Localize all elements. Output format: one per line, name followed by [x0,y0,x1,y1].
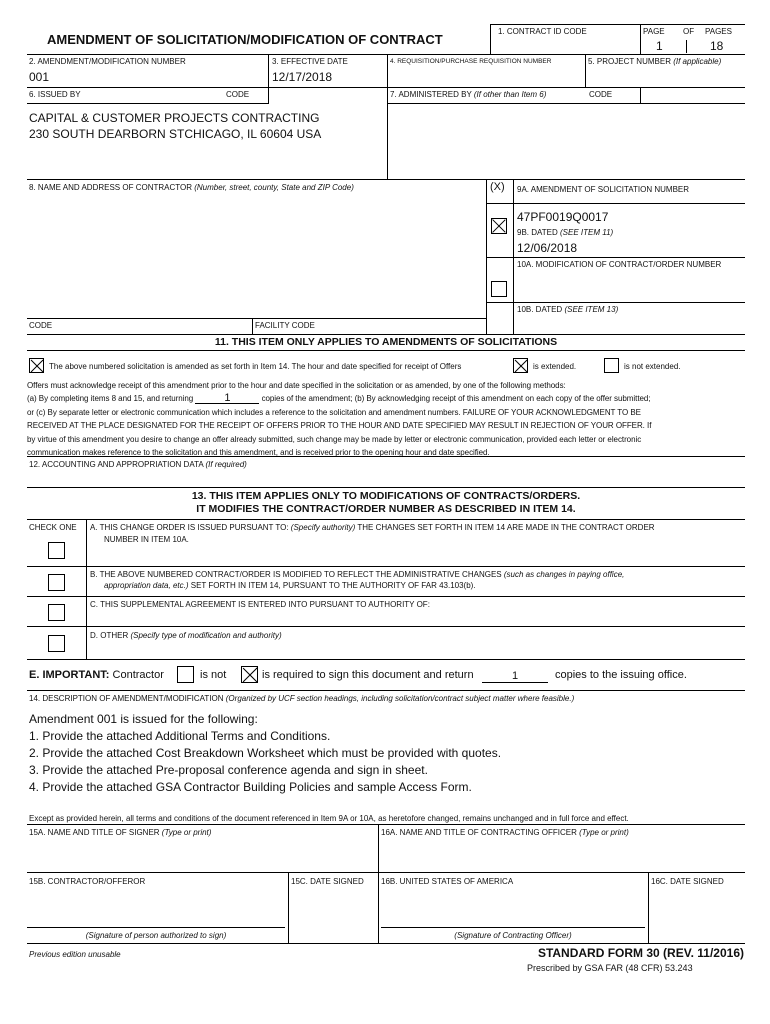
contractor-name-label: 8. NAME AND ADDRESS OF CONTRACTOR (Number, street, county, State and ZIP Code) [29,183,354,192]
instructions-line: by virtue of this amendment you desire to change an offer already submitted, such change may be made by letter or electronic communication, provided each letter or electronic [27,434,642,444]
x-column-label: (X) [490,181,505,193]
dated-10b-label: 10B. DATED (SEE ITEM 13) [517,305,619,314]
not-extended-label: is not extended. [624,362,681,371]
description-line: 3. Provide the attached Pre-proposal conference agenda and sign in sheet. [29,763,428,777]
administered-by-label: 7. ADMINISTERED BY (If other than Item 6) [390,90,547,99]
is-extended-label: is extended. [533,362,577,371]
contractor-date-label: 15C. DATE SIGNED [291,877,364,886]
effective-date-label: 3. EFFECTIVE DATE [272,57,348,66]
option-b-text-line2: appropriation data, etc.) SET FORTH IN ITEM 14, PURSUANT TO THE AUTHORITY OF FAR 43.103(b). [104,581,476,590]
contract-id-label: 1. CONTRACT ID CODE [498,27,587,36]
officer-signature-caption: (Signature of Contracting Officer) [454,931,572,940]
page-number: 1 [656,39,663,53]
amendment-number-value: 001 [29,70,50,84]
section-13-title: 13. THIS ITEM APPLIES ONLY TO MODIFICATIONS OF CONTRACTS/ORDERS. IT MODIFIES THE CONTRACT/ORDER NUMBER AS DESCRIBED IN ITEM 14. [191,490,581,515]
form-number: STANDARD FORM 30 (REV. 11/2016) [537,946,744,960]
not-extended-checkbox[interactable] [604,358,619,373]
description-label: 14. DESCRIPTION OF AMENDMENT/MODIFICATION (Organized by UCF section headings, including solicitation/contract subject matter where feasible.) [29,694,575,703]
accounting-label: 12. ACCOUNTING AND APPROPRIATION DATA (If required) [29,460,247,469]
officer-date-label: 16C. DATE SIGNED [651,877,724,886]
prescribed-by: Prescribed by GSA FAR (48 CFR) 53.243 [527,963,693,973]
requisition-label: 4. REQUISITION/PURCHASE REQUISITION NUMBER [390,58,552,65]
instructions-line: RECEIVED AT THE PLACE DESIGNATED FOR THE RECEIPT OF OFFERS PRIOR TO THE HOUR AND DATE SPECIFIED MAY RESULT IN REJECTION OF YOUR OFFER. If [27,421,652,431]
instructions-line: (a) By completing items 8 and 15, and returning 1 copies of the amendment; (b) By acknowledging receipt of this amendment on each copy of the offer submitted; [27,392,651,405]
modification-number-label: 10A. MODIFICATION OF CONTRACT/ORDER NUMBER [517,260,722,269]
is-not-checkbox[interactable] [177,666,194,683]
form-title: AMENDMENT OF SOLICITATION/MODIFICATION OF CONTRACT [47,32,443,47]
issued-by-label: 6. ISSUED BY [29,90,81,99]
amendment-solicitation-label: 9A. AMENDMENT OF SOLICITATION NUMBER [517,185,690,194]
amended-checkbox[interactable] [29,358,44,373]
section-11-instructions [27,379,747,459]
of-label: OF [683,27,695,36]
description-line: 1. Provide the attached Additional Terms and Conditions. [29,729,331,743]
important-row: E. IMPORTANT: Contractor [29,669,164,681]
amendment-number-label: 2. AMENDMENT/MODIFICATION NUMBER [29,57,186,66]
contractor-code-label: CODE [29,321,53,330]
description-line: Amendment 001 is issued for the following: [29,712,258,726]
option-a-text-line2: NUMBER IN ITEM 10A. [104,535,189,544]
signer-name-label: 15A. NAME AND TITLE OF SIGNER (Type or print) [29,828,212,837]
instructions-line: or (c) By separate letter or electronic communication which includes a reference to the solicitation and amendment numbers. FAILURE OF YOUR ACKNOWLEDGMENT TO BE [27,407,641,417]
is-required-label: is required to sign this document and return [262,669,474,681]
modification-checkbox[interactable] [491,281,507,297]
instructions-line: Offers must acknowledge receipt of this amendment prior to the hour and date specified in the solicitation or as amended, by one of the following methods: [27,381,566,390]
previous-edition-note: Previous edition unusable [29,950,121,959]
usa-label: 16B. UNITED STATES OF AMERICA [381,877,514,886]
solicitation-number: 47PF0019Q0017 [517,210,609,224]
issuer-address: 230 SOUTH DEARBORN STCHICAGO, IL 60604 USA [29,127,322,141]
instructions-line: communication makes reference to the solicitation and this amendment, and is received prior to the opening hour and date specified. [27,448,490,458]
description-line: 2. Provide the attached Cost Breakdown Worksheet which must be provided with quotes. [29,746,502,760]
officer-name-label: 16A. NAME AND TITLE OF CONTRACTING OFFICER (Type or print) [381,828,629,837]
contractor-signature-line[interactable] [27,927,285,928]
check-one-label: CHECK ONE [29,523,77,532]
option-b-text: B. THE ABOVE NUMBERED CONTRACT/ORDER IS MODIFIED TO REFLECT THE ADMINISTRATIVE CHANGES (such as changes in paying office, [90,570,625,579]
total-pages: 18 [710,39,724,53]
description-line: 4. Provide the attached GSA Contractor Building Policies and sample Access Form. [29,780,472,794]
officer-signature-line[interactable] [381,927,645,928]
option-c-text: C. THIS SUPPLEMENTAL AGREEMENT IS ENTERED INTO PURSUANT TO AUTHORITY OF: [90,600,430,609]
page-label: PAGE [643,27,665,36]
except-statement: Except as provided herein, all terms and conditions of the document referenced in Item 9A or 10A, as heretofore changed, remains unchanged and in full force and effect. [29,814,629,823]
pages-label: PAGES [705,27,732,36]
issuer-name: CAPITAL & CUSTOMER PROJECTS CONTRACTING [29,111,320,125]
section-11-title: 11. THIS ITEM ONLY APPLIES TO AMENDMENTS OF SOLICITATIONS [214,336,558,348]
option-b-checkbox[interactable] [48,574,65,591]
administered-code-label: CODE [589,90,613,99]
issued-by-code-label: CODE [226,90,250,99]
copies-returned-field[interactable]: 1 [195,393,259,404]
option-a-checkbox[interactable] [48,542,65,559]
section-11-statement: The above numbered solicitation is amended as set forth in Item 14. The hour and date specified for receipt of Offers [49,362,462,371]
contractor-signature-caption: (Signature of person authorized to sign) [85,931,227,940]
effective-date-value: 12/17/2018 [272,70,333,84]
is-required-checkbox[interactable] [241,666,258,683]
option-c-checkbox[interactable] [48,604,65,621]
contractor-offeror-label: 15B. CONTRACTOR/OFFEROR [29,877,146,886]
option-d-text: D. OTHER (Specify type of modification and authority) [90,631,282,640]
facility-code-label: FACILITY CODE [255,321,315,330]
copies-label: copies to the issuing office. [555,669,687,681]
dated-9b-label: 9B. DATED (SEE ITEM 11) [517,228,614,237]
dated-9b-value: 12/06/2018 [517,241,578,255]
description-body [29,711,501,796]
solicitation-checkbox[interactable] [491,218,507,234]
extended-checkbox[interactable] [513,358,528,373]
is-not-label: is not [200,669,227,681]
option-d-checkbox[interactable] [48,635,65,652]
project-number-label: 5. PROJECT NUMBER (If applicable) [588,57,722,66]
option-a-text: A. THIS CHANGE ORDER IS ISSUED PURSUANT TO: (Specify authority) THE CHANGES SET FORTH IN ITEM 14 ARE MADE IN THE CONTRACT ORDER [90,523,655,532]
copies-to-return-field[interactable]: 1 [482,670,548,683]
